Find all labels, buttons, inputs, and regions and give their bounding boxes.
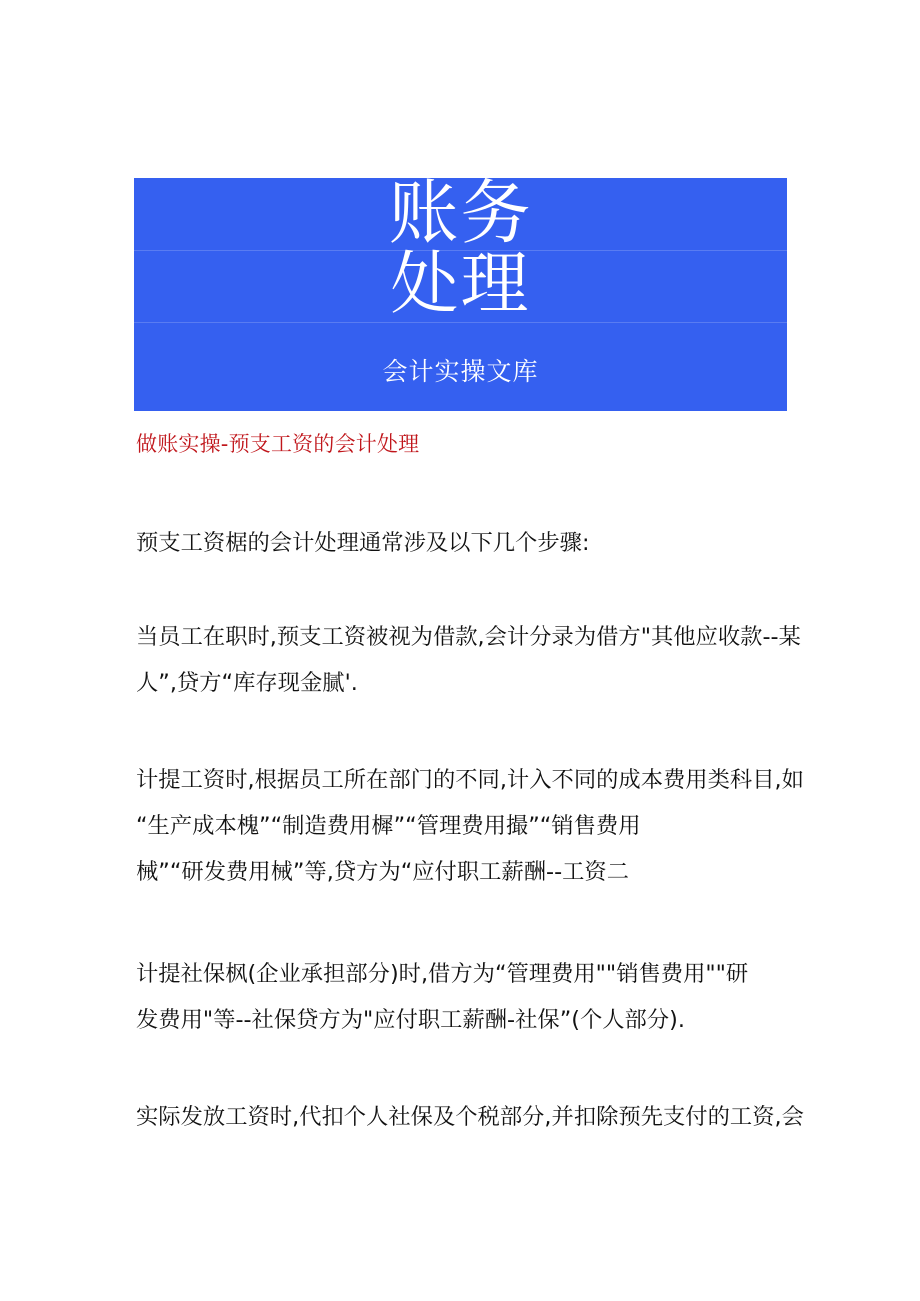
paragraph-line: 人”,贷方“库存现金腻'. — [136, 670, 358, 696]
paragraph-line: 计提工资时,根据员工所在部门的不同,计入不同的成本费用类科目,如 — [136, 767, 804, 793]
paragraph-employee-advance — [136, 614, 801, 706]
banner-title-line-2: 处理 — [390, 245, 531, 324]
paragraph-line: 预支工资椐的会计处理通常涉及以下几个步骤: — [136, 530, 590, 556]
banner-subtitle: 会计实操文库 — [382, 357, 539, 386]
paragraph-line: “生产成本槐”“制造费用樨”“管理费用撮”“销售费用 — [136, 813, 641, 839]
article-title: 做账实操-预支工资的会计处理 — [136, 432, 420, 456]
paragraph-line: 当员工在职时,预支工资被视为借款,会计分录为借方"其他应收款--某 — [136, 624, 801, 650]
paragraph-intro — [136, 520, 788, 566]
banner-title-line-1: 账务 — [388, 178, 533, 244]
paragraph-accrue-salary — [136, 757, 804, 895]
paragraph-line: 计提社保枫(企业承担部分)时,借方为“管理费用""销售费用""研 — [136, 961, 749, 987]
header-banner — [134, 178, 787, 411]
paragraph-line: 发费用"等--社保贷方为"应付职工薪酬-社保”(个人部分). — [136, 1007, 685, 1033]
paragraph-line: 实际发放工资时,代扣个人社保及个税部分,并扣除预先支付的工资,会 — [136, 1104, 804, 1130]
paragraph-line: 械”“研发费用械”等,贷方为“应付职工薪酬--工资二 — [136, 859, 630, 885]
paragraph-accrue-social-insurance — [136, 951, 788, 1043]
paragraph-pay-salary — [136, 1094, 804, 1140]
